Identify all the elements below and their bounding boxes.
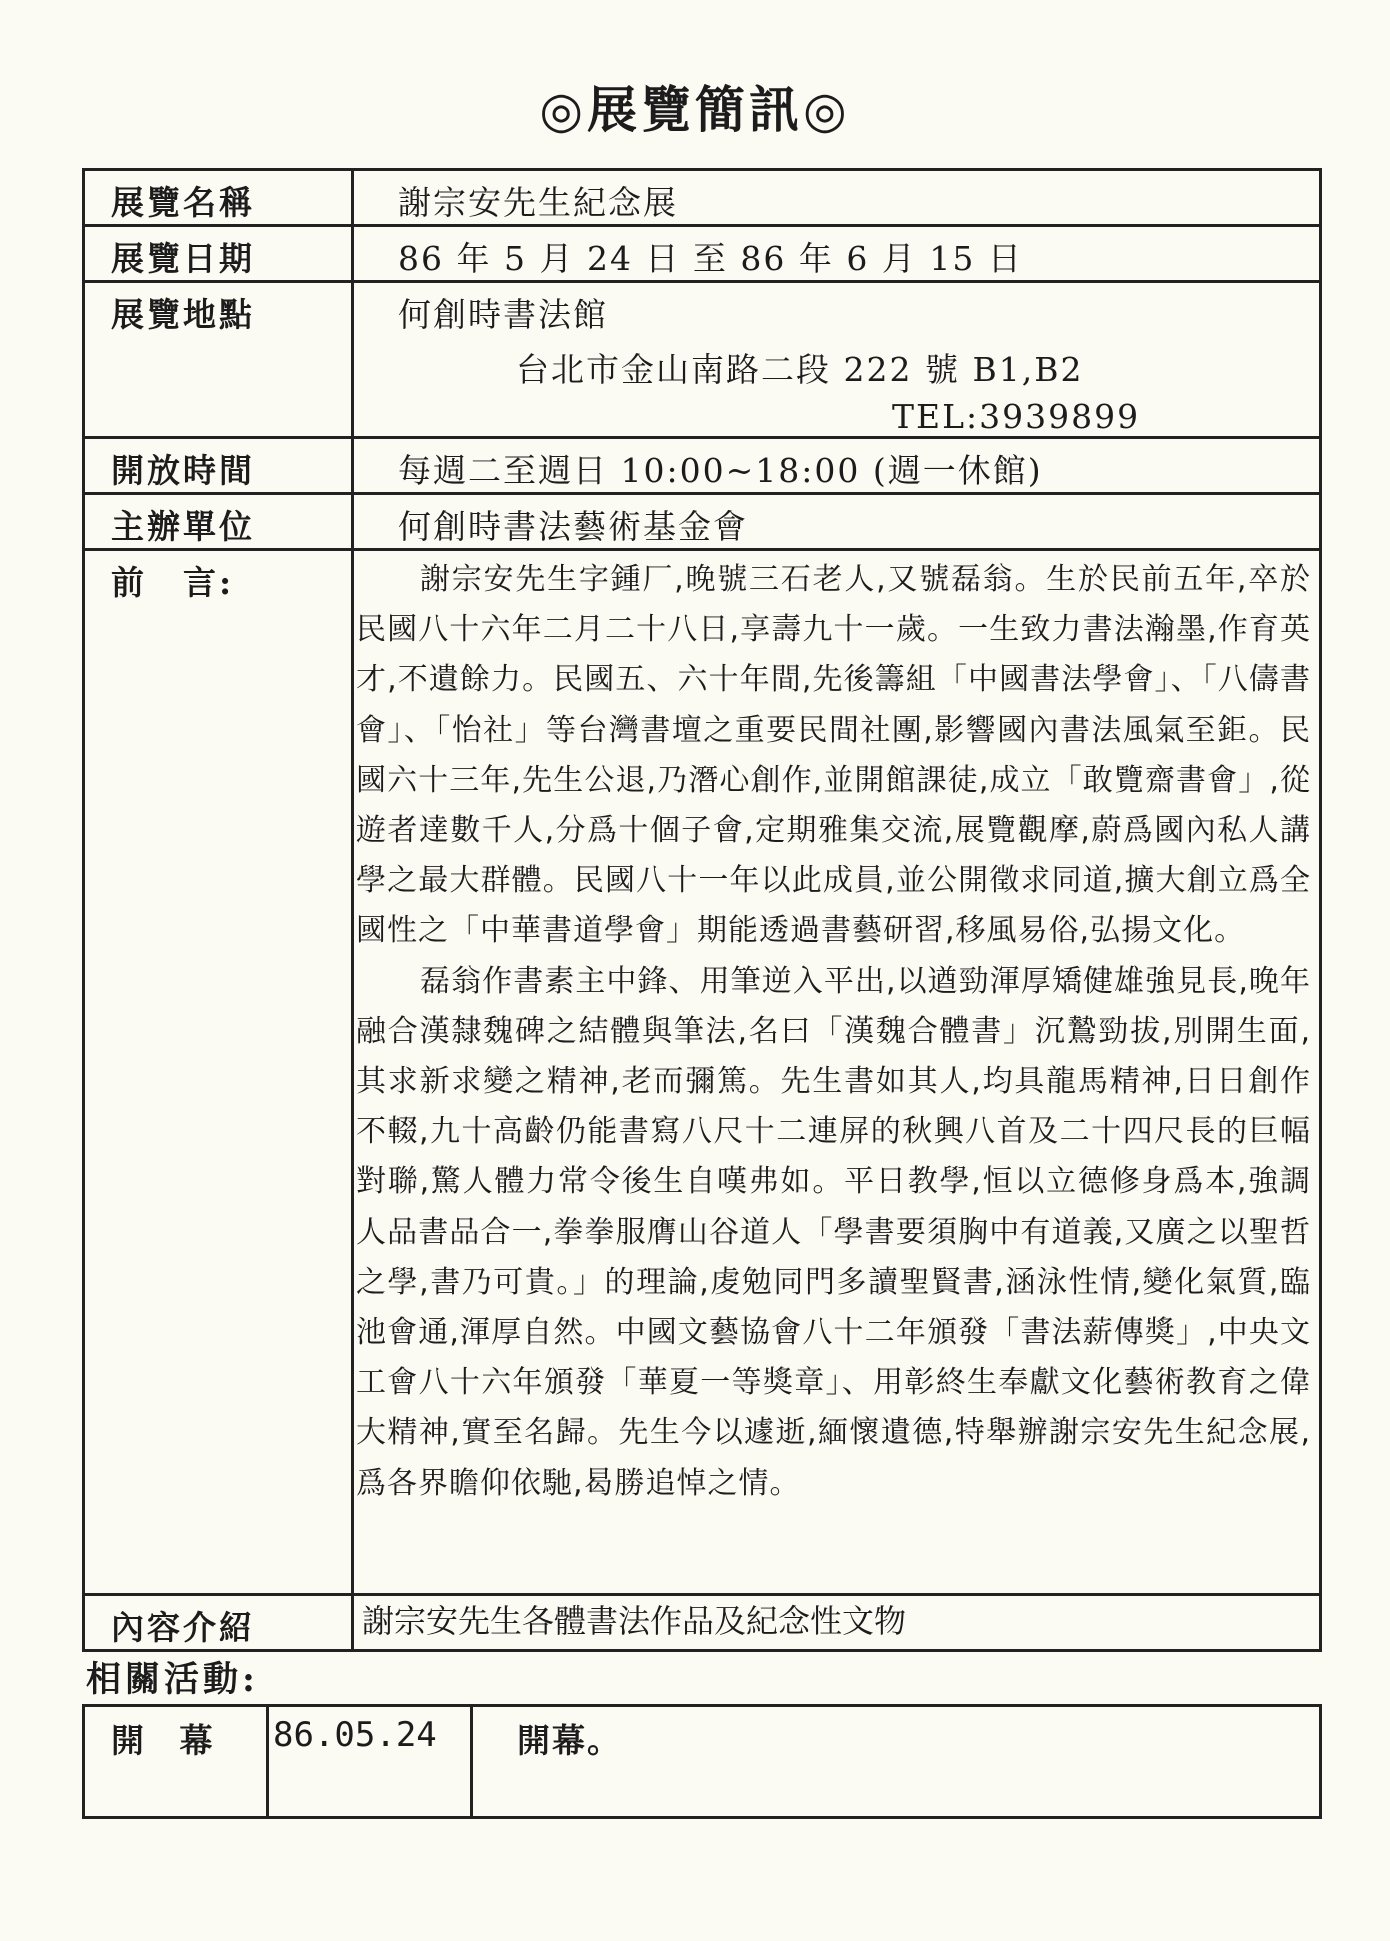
organizer-value: 何創時書法藝術基金會 [353, 494, 1321, 550]
exhibition-location-label: 展覽地點 [84, 282, 353, 438]
preface-label: 前 言: [84, 550, 353, 1595]
opening-hours-value: 每週二至週日 10:00~18:00 (週一休館) [353, 438, 1321, 494]
row-exhibition-date [84, 226, 1321, 282]
location-address: 台北市金山南路二段 222 號 B1,B2 [516, 350, 1084, 389]
page-title: ◎展覽簡訊◎ [539, 80, 851, 139]
event-date: 86.05.24 [268, 1706, 472, 1818]
event-name: 開 幕 [84, 1706, 268, 1818]
opening-hours-label: 開放時間 [84, 438, 353, 494]
row-exhibition-location [84, 282, 1321, 438]
preface-text [353, 550, 1321, 1595]
table-row [84, 1706, 1321, 1818]
exhibition-name-value: 謝宗安先生紀念展 [353, 170, 1321, 226]
exhibition-name-label: 展覽名稱 [84, 170, 353, 226]
preface-paragraph: 磊翁作書素主中鋒、用筆逆入平出,以遒勁渾厚矯健雄強見長,晚年融合漢隸魏碑之結體與筆法,名曰「漢魏合體書」沉鷙勁拔,別開生面,其求新求變之精神,老而彌篤。先生書如其人,均具龍馬精神,日日創作不輟,九十高齡仍能書寫八尺十二連屏的秋興八首及二十四尺長的巨幅對聯,驚人體力常令後生自嘆弗如。平日教學,恒以立德修身爲本,強調人品書品合一,拳拳服膺山谷道人「學書要須胸中有道義,又廣之以聖哲之學,書乃可貴。」的理論,䖍勉同門多讀聖賢書,涵泳性情,變化氣質,臨池會通,渾厚自然。中國文藝協會八十二年頒發「書法薪傳獎」,中央文工會八十六年頒發「華夏一等獎章」、用彰終生奉獻文化藝術教育之偉大精神,實至名歸。先生今以遽逝,緬懷遺德,特舉辦謝宗安先生紀念展,爲各界瞻仰依馳,曷勝追悼之情。 [356, 963, 1311, 1501]
exhibition-date-label: 展覽日期 [84, 226, 353, 282]
location-venue: 何創時書法館 [398, 295, 608, 334]
row-opening-hours [84, 438, 1321, 494]
related-events-heading: 相關活動: [86, 1659, 259, 1700]
row-content-intro [84, 1595, 1321, 1651]
exhibition-info-table [82, 168, 1322, 1652]
row-exhibition-name [84, 170, 1321, 226]
location-phone: TEL:3939899 [892, 397, 1141, 436]
preface-paragraph: 謝宗安先生字鍾厂,晚號三石老人,又號磊翁。生於民前五年,卒於民國八十六年二月二十八日,享壽九十一歲。一生致力書法瀚墨,作育英才,不遺餘力。民國五、六十年間,先後籌組「中國書法學會」、「八儔書會」、「怡社」等台灣書壇之重要民間社團,影響國內書法風氣至鉅。民國六十三年,先生公退,乃潛心創作,並開館課徒,成立「敢覽齋書會」,從遊者達數千人,分爲十個子會,定期雅集交流,展覽觀摩,蔚爲國內私人講學之最大群體。民國八十一年以此成員,並公開徵求同道,擴大創立爲全國性之「中華書道學會」期能透過書藝研習,移風易俗,弘揚文化。 [356, 562, 1311, 949]
content-intro-value: 謝宗安先生各體書法作品及紀念性文物 [353, 1595, 1321, 1651]
exhibition-date-value: 86 年 5 月 24 日 至 86 年 6 月 15 日 [353, 226, 1321, 282]
event-description: 開幕。 [472, 1706, 1321, 1818]
organizer-label: 主辦單位 [84, 494, 353, 550]
row-organizer [84, 494, 1321, 550]
exhibition-location-value [353, 282, 1321, 438]
row-preface [84, 550, 1321, 1595]
content-intro-label: 內容介紹 [84, 1595, 353, 1651]
related-events-table [82, 1704, 1322, 1819]
